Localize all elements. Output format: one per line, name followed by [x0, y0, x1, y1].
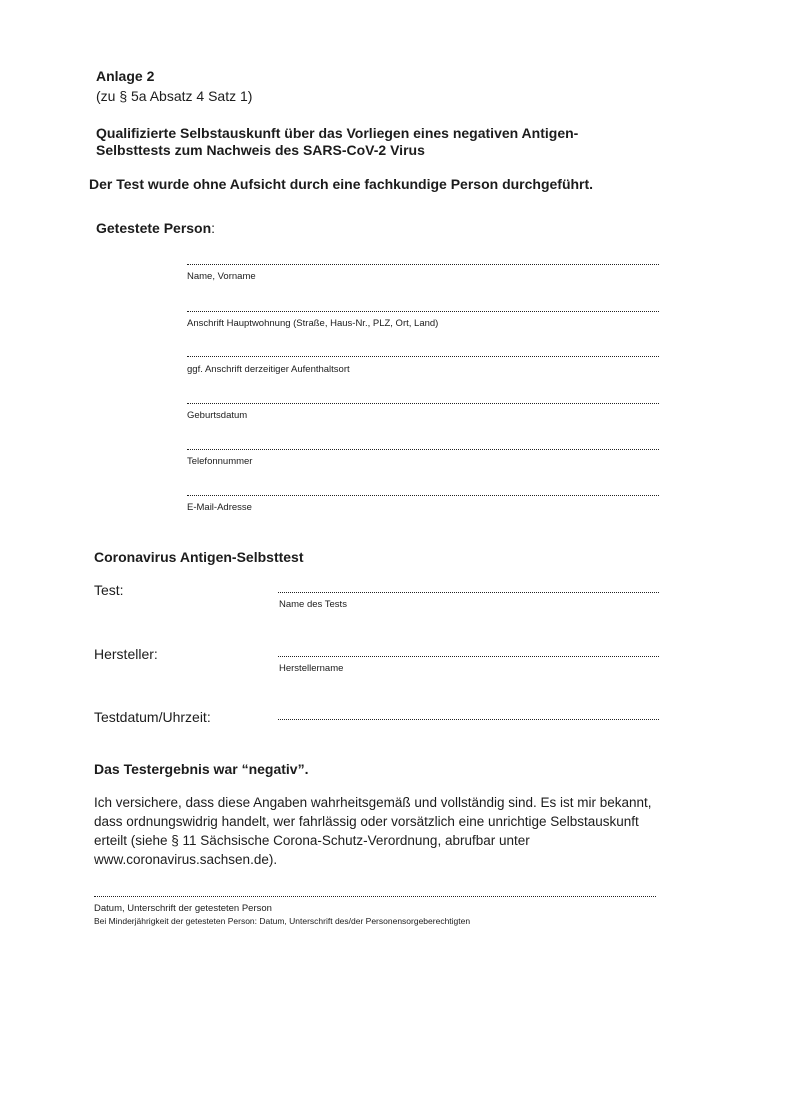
birthdate-field-label: Geburtsdatum — [187, 410, 248, 421]
birthdate-input-line[interactable] — [187, 403, 659, 404]
email-field-label: E-Mail-Adresse — [187, 502, 252, 513]
name-field-label: Name, Vorname — [187, 271, 256, 282]
person-section-heading: Getestete Person: — [96, 220, 216, 236]
test-section-heading: Coronavirus Antigen-Selbsttest — [94, 549, 304, 565]
test-datetime-input-line[interactable] — [278, 719, 659, 720]
document-title-line-1: Qualifizierte Selbstauskunft über das Vorliegen eines negativen Antigen- — [96, 125, 579, 141]
main-address-input-line[interactable] — [187, 311, 659, 312]
email-input-line[interactable] — [187, 495, 659, 496]
document-title-line-2: Selbsttests zum Nachweis des SARS-CoV-2 Virus — [96, 142, 425, 158]
guardian-signature-label: Bei Minderjährigkeit der getesteten Person: Datum, Unterschrift des/der Personensorgeberechtigten — [94, 916, 471, 926]
result-heading: Das Testergebnis war “negativ”. — [94, 761, 309, 777]
name-input-line[interactable] — [187, 264, 659, 265]
main-address-field-label: Anschrift Hauptwohnung (Straße, Haus-Nr., PLZ, Ort, Land) — [187, 318, 439, 329]
manufacturer-sublabel: Herstellername — [279, 663, 344, 674]
test-name-sublabel: Name des Tests — [279, 599, 347, 610]
signature-input-line[interactable] — [94, 896, 656, 897]
phone-field-label: Telefonnummer — [187, 456, 253, 467]
current-address-field-label: ggf. Anschrift derzeitiger Aufenthaltsort — [187, 364, 350, 375]
annex-title: Anlage 2 — [96, 68, 155, 84]
signature-label: Datum, Unterschrift der getesteten Person — [94, 903, 272, 914]
phone-input-line[interactable] — [187, 449, 659, 450]
annex-reference: (zu § 5a Absatz 4 Satz 1) — [96, 88, 253, 104]
declaration-text: Ich versichere, dass diese Angaben wahrheitsgemäß und vollständig sind. Es ist mir bekannt, dass ordnungswidrig handelt, wer fahrlässig oder vorsätzlich eine unrichtige Selbstauskunft erteilt (siehe § 11 Sächsische Corona-Schutz-Verordnung, abrufbar unter www.coronavirus.sachsen.de). — [94, 795, 652, 867]
test-name-input-line[interactable] — [278, 592, 659, 593]
manufacturer-label: Hersteller: — [94, 646, 158, 662]
supervision-notice: Der Test wurde ohne Aufsicht durch eine fachkundige Person durchgeführt. — [89, 176, 594, 192]
manufacturer-input-line[interactable] — [278, 656, 659, 657]
current-address-input-line[interactable] — [187, 356, 659, 357]
test-datetime-label: Testdatum/Uhrzeit: — [94, 709, 211, 725]
test-label: Test: — [94, 582, 124, 598]
